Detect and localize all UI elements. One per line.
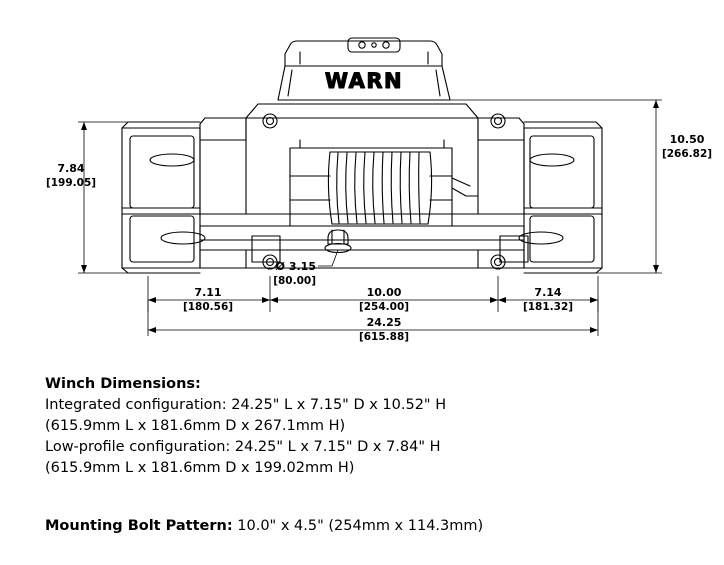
coil-3: [355, 153, 357, 223]
shroud-top-bevel: [246, 104, 478, 118]
gear-housing-right-panel: [530, 136, 594, 208]
arrow-left-span-b: [262, 297, 270, 303]
mount-boss-left: [263, 114, 277, 269]
top-face-line-right: [436, 70, 440, 96]
clutch-knob-body: [328, 230, 348, 244]
dim-low-height-mm: [199.05]: [45, 177, 97, 189]
drum-shaft-right: [430, 176, 452, 200]
motor-housing-left-panel: [130, 136, 194, 208]
dim-right-span-inches: 7.14: [534, 286, 562, 299]
coil-7: [391, 152, 393, 223]
mounting-bolt-pattern-label: Mounting Bolt Pattern:: [45, 518, 233, 534]
dimension-labels-group: [46, 133, 712, 343]
arrow-right-span-a: [498, 297, 506, 303]
winch-top-cover: [285, 41, 442, 66]
drum-shaft-right-extend: [452, 188, 478, 196]
arrow-overall-length-a: [148, 327, 156, 333]
arrow-low-top: [81, 122, 87, 130]
brand-label: WARN: [324, 69, 404, 93]
dim-left-span-inches: 7.11: [194, 286, 222, 299]
clutch-knob-base: [325, 244, 351, 253]
arrow-overall-top: [653, 100, 659, 108]
winch-outline-group: [122, 38, 602, 273]
clutch-knob: [325, 230, 351, 253]
drum-left-edge: [328, 152, 332, 224]
drum-shaft-left: [290, 176, 330, 200]
dim-drum-diameter-mm: [80.00]: [273, 275, 316, 287]
bolt-head-top-right: [383, 42, 389, 48]
dim-left-span-mm: [180.56]: [182, 301, 234, 313]
motor-vent-left-lower: [161, 232, 205, 244]
spec-line-2: (615.9mm L x 181.6mm D x 267.1mm H): [45, 418, 346, 434]
dim-right-span-mm: [181.32]: [522, 301, 574, 313]
arrow-overall-length-b: [590, 327, 598, 333]
spec-line-1: Integrated configuration: 24.25" L x 7.15" D x 10.52" H: [45, 397, 447, 413]
spec-line-4: (615.9mm L x 181.6mm D x 199.02mm H): [45, 460, 355, 476]
arrow-bolt-span-b: [490, 297, 498, 303]
drum-shaft-right-extend-2: [452, 178, 470, 186]
cable-drum: [328, 152, 431, 224]
bolt-head-top-center: [372, 43, 376, 47]
dim-overall-length-inches: 24.25: [366, 316, 402, 329]
shroud-left-wing: [200, 118, 246, 140]
spec-line-3: Low-profile configuration: 24.25" L x 7.15" D x 7.84" H: [45, 439, 441, 455]
winch-dimensions-title: Winch Dimensions:: [45, 376, 201, 392]
gear-housing-right-lower-panel: [530, 216, 594, 262]
top-face-line-left: [288, 70, 292, 96]
dim-overall-height-inches: 10.50: [669, 133, 705, 146]
arrow-bolt-span-a: [270, 297, 278, 303]
motor-housing-left: [122, 128, 200, 268]
mount-bolt-right-top: [491, 114, 505, 128]
mount-boss-right: [491, 114, 505, 269]
tie-bar: [200, 226, 524, 250]
dim-drum-diameter-inches: Ø 3.15: [275, 260, 316, 273]
gear-housing-right-top-bevel: [524, 122, 602, 128]
clutch-knob-ribs: [332, 230, 344, 244]
dim-low-height-inches: 7.84: [57, 162, 85, 175]
gear-vent-right-lower: [519, 232, 563, 244]
shroud-right-side: [478, 140, 524, 214]
coil-6: [382, 152, 384, 223]
coil-10: [419, 152, 420, 223]
arrow-overall-bottom: [653, 265, 659, 273]
motor-housing-left-bottom-bevel: [122, 268, 200, 273]
winch-dimensions-spec-block: [45, 374, 705, 479]
mount-bolt-left-top-inner: [267, 118, 274, 125]
winch-top-plate: [348, 38, 400, 52]
coil-2: [346, 153, 348, 223]
mounting-bolt-pattern-block: [45, 518, 705, 534]
mount-bolt-left-top: [263, 114, 277, 128]
coil-4: [364, 152, 366, 223]
coil-8: [400, 152, 402, 223]
arrow-low-bottom: [81, 265, 87, 273]
dim-bolt-span-inches: 10.00: [366, 286, 402, 299]
coil-5: [373, 152, 375, 223]
dim-bolt-span-mm: [254.00]: [358, 301, 410, 313]
coil-9: [409, 152, 411, 223]
dim-overall-length-mm: [615.88]: [358, 331, 410, 343]
shroud-left-side: [200, 140, 246, 214]
bolt-head-top-left: [359, 42, 365, 48]
mounting-bolt-pattern-value: 10.0" x 4.5" (254mm x 114.3mm): [237, 518, 484, 534]
gear-vent-right-upper: [530, 154, 574, 166]
coil-1: [337, 153, 339, 223]
motor-housing-left-lower-panel: [130, 216, 194, 262]
drum-right-edge: [428, 152, 432, 224]
arrow-left-span-a: [148, 297, 156, 303]
dim-overall-height-mm: [266.82]: [661, 148, 713, 160]
gear-housing-right: [524, 128, 602, 268]
gear-housing-right-bottom-bevel: [524, 268, 602, 273]
motor-vent-left-upper: [150, 154, 194, 166]
motor-housing-left-top-bevel: [122, 122, 200, 128]
arrow-right-span-b: [590, 297, 598, 303]
